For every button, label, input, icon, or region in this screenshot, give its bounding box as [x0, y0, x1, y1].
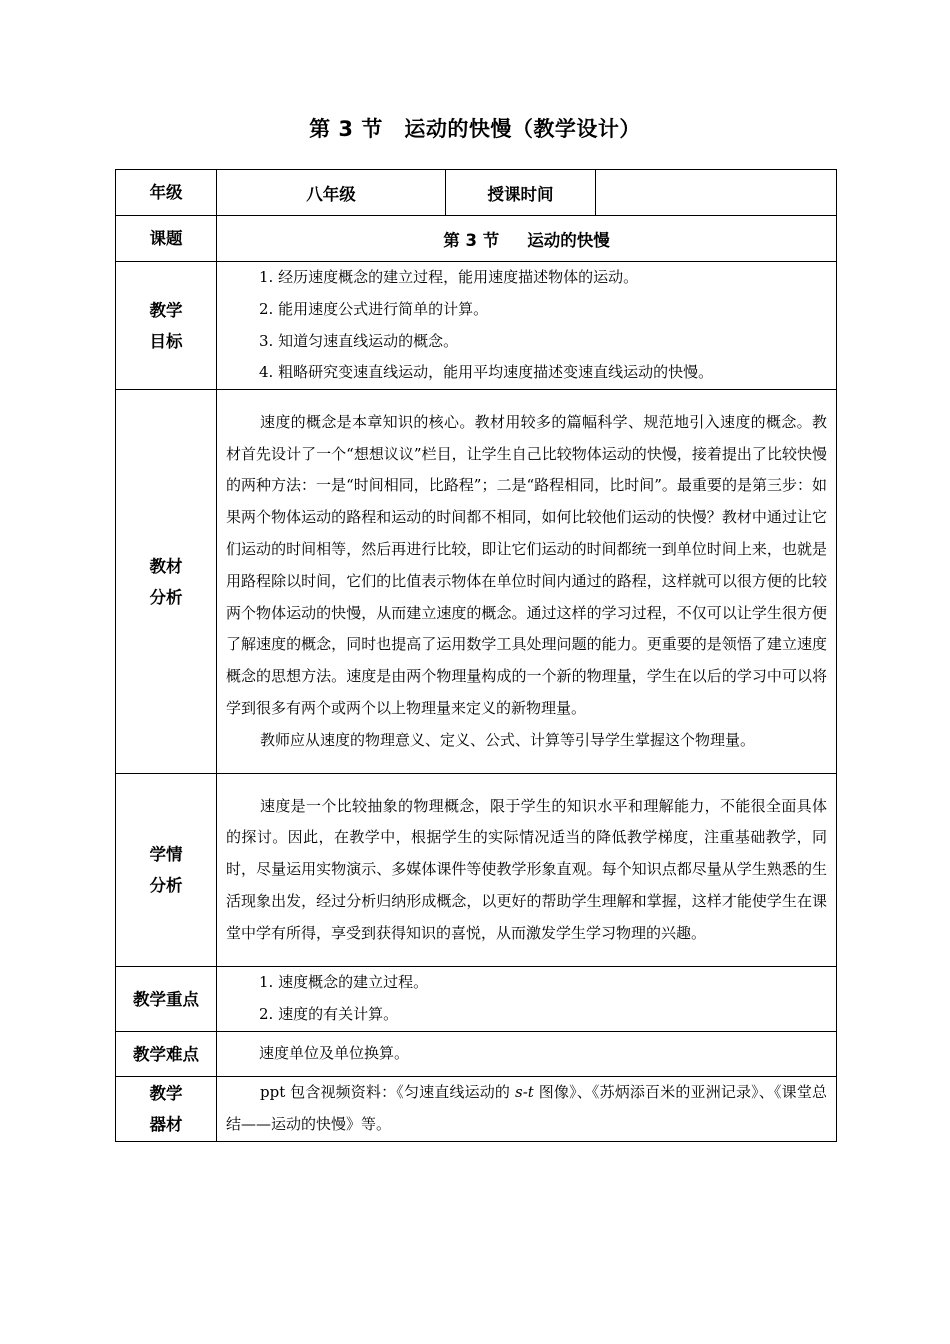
objectives-label-line1: 教学 — [149, 300, 183, 320]
objectives-content — [217, 262, 837, 390]
materials-text-italic: s-t — [515, 1083, 534, 1102]
topic-label: 课题 — [116, 216, 217, 262]
grade-row — [116, 170, 837, 216]
topic-value: 第 3 节 运动的快慢 — [217, 216, 837, 262]
students-row — [116, 774, 837, 967]
textbook-content — [217, 390, 837, 774]
page-title: 第 3 节 运动的快慢（教学设计） — [309, 117, 641, 141]
students-label — [116, 774, 217, 967]
students-label-line2: 分析 — [149, 876, 183, 896]
materials-text — [226, 1077, 827, 1141]
difficulties-row — [116, 1032, 837, 1077]
students-label-line1: 学情 — [149, 845, 183, 865]
grade-label: 年级 — [116, 170, 217, 216]
students-content — [217, 774, 837, 967]
materials-label-line2: 器材 — [149, 1115, 183, 1135]
textbook-row — [116, 390, 837, 774]
difficulties-label: 教学难点 — [116, 1032, 217, 1077]
materials-label — [116, 1077, 217, 1142]
grade-value: 八年级 — [217, 170, 446, 216]
materials-label-line1: 教学 — [149, 1084, 183, 1104]
students-paragraph: 速度是一个比较抽象的物理概念，限于学生的知识水平和理解能力，不能很全面具体的探讨。因此，在教学中，根据学生的实际情况适当的降低教学梯度，注重基础教学，同时，尽量运用实物演示、多媒体课件等使教学形象直观。每个知识点都尽量从学生熟悉的生活现象出发，经过分析归纳形成概念，以更好的帮助学生理解和掌握，这样才能使学生在课堂中学有所得，享受到获得知识的喜悦，从而激发学生学习物理的兴趣。 — [226, 796, 827, 942]
objectives-label — [116, 262, 217, 390]
materials-content — [217, 1077, 837, 1142]
textbook-label — [116, 390, 217, 774]
difficulties-content — [217, 1032, 837, 1077]
materials-text-before: ppt 包含视频资料：《匀速直线运动的 — [260, 1083, 516, 1102]
key-point-item: 1. 速度概念的建立过程。 — [259, 973, 429, 992]
difficulties-text: 速度单位及单位换算。 — [259, 1044, 410, 1063]
time-value — [596, 170, 837, 216]
objective-item: 4. 粗略研究变速直线运动，能用平均速度描述变速直线运动的快慢。 — [259, 363, 714, 382]
objectives-row — [116, 262, 837, 390]
materials-row — [116, 1077, 837, 1142]
textbook-paragraph: 速度的概念是本章知识的核心。教材用较多的篇幅科学、规范地引入速度的概念。教材首先设计了一个“想想议议”栏目，让学生自己比较物体运动的快慢，接着提出了比较快慢的两种方法：一是“时间相同，比路程”；二是“路程相同，比时间”。最重要的是第三步：如果两个物体运动的路程和运动的时间都不相同，如何比较他们运动的快慢？教材中通过让它们运动的时间相等，然后再进行比较，即让它们运动的时间都统一到单位时间上来，也就是用路程除以时间，它们的比值表示物体在单位时间内通过的路程，这样就可以很方便的比较两个物体运动的快慢，从而建立速度的概念。通过这样的学习过程，不仅可以让学生很方便了解速度的概念，同时也提高了运用数学工具处理问题的能力。更重要的是领悟了建立速度概念的思想方法。速度是由两个物理量构成的一个新的物理量，学生在以后的学习中可以将学到很多有两个或两个以上物理量来定义的新物理量。 — [226, 412, 827, 717]
objective-item: 3. 知道匀速直线运动的概念。 — [259, 331, 459, 350]
key-points-label: 教学重点 — [116, 967, 217, 1032]
lesson-plan-table — [115, 169, 837, 1142]
time-label: 授课时间 — [446, 170, 596, 216]
textbook-paragraph: 教师应从速度的物理意义、定义、公式、计算等引导学生掌握这个物理量。 — [260, 730, 756, 749]
textbook-label-line2: 分析 — [149, 587, 183, 607]
objective-item: 2. 能用速度公式进行简单的计算。 — [259, 299, 489, 318]
objectives-label-line2: 目标 — [149, 331, 183, 351]
objective-item: 1. 经历速度概念的建立过程，能用速度描述物体的运动。 — [259, 268, 639, 286]
key-points-content — [217, 967, 837, 1032]
textbook-label-line1: 教材 — [149, 556, 183, 576]
materials-text-after: 图像》、《苏炳添百米的亚洲记录》、《课堂总结——运动的快慢》等。 — [226, 1083, 827, 1134]
topic-row — [116, 216, 837, 262]
key-points-row — [116, 967, 837, 1032]
key-point-item: 2. 速度的有关计算。 — [259, 1005, 399, 1024]
